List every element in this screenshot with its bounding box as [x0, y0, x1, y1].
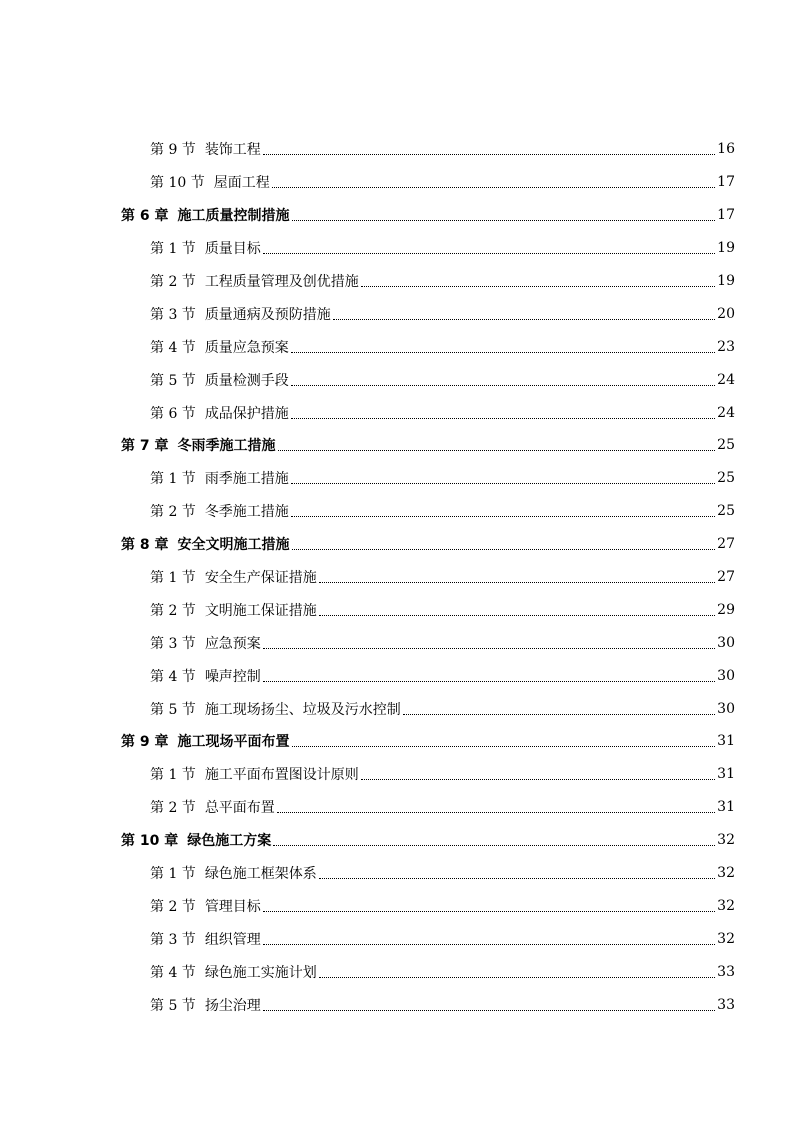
toc-entry-title: 文明施工保证措施 [204, 602, 317, 619]
toc-entry-number: 第 1 节 [150, 767, 196, 784]
toc-dot-leader [319, 614, 715, 616]
toc-entry-number: 第 2 节 [150, 504, 196, 521]
toc-entry-number: 第 2 节 [150, 800, 196, 817]
toc-entry-title: 冬雨季施工措施 [177, 438, 276, 455]
toc-entry-number: 第 2 节 [150, 274, 196, 290]
toc-dot-leader [263, 910, 715, 912]
toc-dot-leader [263, 153, 715, 155]
toc-entry-number: 第 9 节 [150, 142, 196, 159]
toc-entry-number: 第 4 节 [150, 964, 196, 981]
toc-entry-title: 绿色施工实施计划 [204, 964, 317, 981]
toc-entry-title: 雨季施工措施 [204, 471, 289, 488]
toc-dot-leader [403, 713, 715, 715]
toc-dot-leader [333, 318, 715, 320]
toc-entry-title: 组织管理 [204, 931, 261, 948]
table-of-contents [0, 133, 793, 1021]
toc-entry-title: 绿色施工框架体系 [204, 866, 317, 883]
toc-entry-title: 安全文明施工措施 [177, 537, 290, 554]
toc-entry-title: 安全生产保证措施 [204, 570, 317, 587]
toc-dot-leader [361, 285, 715, 287]
toc-entry-number: 第 4 节 [150, 668, 196, 685]
toc-section-entry[interactable] [0, 593, 793, 626]
toc-dot-leader [291, 417, 715, 419]
toc-page-number: 32 [717, 832, 735, 849]
toc-page-number: 24 [717, 371, 735, 388]
toc-entry-number: 第 10 章 [121, 833, 179, 850]
toc-section-entry[interactable] [0, 988, 793, 1021]
toc-entry-title: 冬季施工措施 [204, 504, 289, 521]
toc-entry-number: 第 1 节 [150, 471, 196, 488]
toc-section-entry[interactable] [0, 758, 793, 791]
toc-dot-leader [361, 778, 715, 780]
toc-dot-leader [292, 219, 716, 221]
toc-section-entry[interactable] [0, 265, 793, 298]
toc-page-number: 33 [717, 963, 735, 980]
toc-dot-leader [263, 680, 715, 682]
toc-dot-leader [263, 943, 715, 945]
toc-entry-title: 绿色施工方案 [187, 833, 272, 850]
toc-section-entry[interactable] [0, 857, 793, 890]
toc-dot-leader [319, 976, 715, 978]
toc-page-number: 30 [717, 634, 735, 651]
toc-entry-number: 第 1 节 [150, 570, 196, 587]
toc-entry-number: 第 3 节 [150, 635, 196, 652]
toc-section-entry[interactable] [0, 462, 793, 495]
toc-dot-leader [291, 482, 715, 484]
toc-page-number: 30 [717, 667, 735, 684]
toc-entry-title: 施工现场平面布置 [177, 734, 290, 751]
toc-chapter-entry[interactable] [0, 199, 793, 232]
toc-section-entry[interactable] [0, 791, 793, 824]
toc-dot-leader [292, 548, 716, 550]
toc-entry-number: 第 6 章 [121, 208, 169, 225]
toc-entry-number: 第 5 节 [150, 372, 196, 389]
toc-page-number: 30 [717, 700, 735, 717]
toc-section-entry[interactable] [0, 955, 793, 988]
toc-entry-title: 工程质量管理及创优措施 [204, 274, 359, 290]
toc-dot-leader [273, 844, 715, 846]
toc-entry-number: 第 3 节 [150, 306, 196, 323]
toc-entry-title: 成品保护措施 [204, 405, 289, 422]
toc-section-entry[interactable] [0, 166, 793, 199]
toc-page-number: 31 [717, 733, 735, 750]
toc-dot-leader [277, 811, 715, 813]
toc-page-number: 32 [717, 897, 735, 914]
toc-entry-number: 第 8 章 [121, 537, 169, 554]
toc-page-number: 32 [717, 930, 735, 947]
toc-entry-number: 第 3 节 [150, 931, 196, 948]
toc-entry-title: 质量通病及预防措施 [204, 306, 331, 323]
toc-section-entry[interactable] [0, 232, 793, 265]
toc-page-number: 17 [717, 207, 735, 224]
toc-entry-title: 施工平面布置图设计原则 [204, 767, 359, 784]
toc-entry-number: 第 9 章 [121, 734, 169, 751]
toc-section-entry[interactable] [0, 692, 793, 725]
toc-section-entry[interactable] [0, 495, 793, 528]
toc-section-entry[interactable] [0, 133, 793, 166]
toc-section-entry[interactable] [0, 561, 793, 594]
toc-page-number: 29 [717, 601, 735, 618]
toc-entry-title: 噪声控制 [204, 668, 261, 685]
toc-entry-number: 第 10 节 [150, 175, 205, 192]
toc-chapter-entry[interactable] [0, 429, 793, 462]
toc-page-number: 27 [717, 569, 735, 586]
toc-entry-title: 质量检测手段 [204, 372, 289, 389]
toc-dot-leader [272, 186, 715, 188]
toc-section-entry[interactable] [0, 297, 793, 330]
toc-page-number: 31 [717, 799, 735, 816]
toc-section-entry[interactable] [0, 363, 793, 396]
toc-section-entry[interactable] [0, 626, 793, 659]
toc-entry-title: 质量应急预案 [204, 339, 289, 356]
toc-section-entry[interactable] [0, 889, 793, 922]
toc-entry-number: 第 6 节 [150, 405, 196, 422]
toc-page-number: 33 [717, 996, 735, 1013]
toc-dot-leader [278, 449, 716, 451]
toc-entry-title: 扬尘治理 [204, 997, 261, 1014]
toc-entry-number: 第 2 节 [150, 602, 196, 619]
toc-page-number: 24 [717, 404, 735, 421]
toc-page-number: 20 [717, 305, 735, 322]
toc-page-number: 17 [717, 174, 735, 191]
toc-page-number: 25 [717, 503, 735, 520]
toc-entry-title: 屋面工程 [213, 175, 270, 192]
toc-entry-title: 施工现场扬尘、垃圾及污水控制 [204, 701, 401, 718]
toc-section-entry[interactable] [0, 922, 793, 955]
toc-page-number: 16 [717, 141, 735, 158]
toc-chapter-entry[interactable] [0, 528, 793, 561]
toc-dot-leader [291, 515, 715, 517]
toc-page-number: 25 [717, 437, 735, 454]
toc-dot-leader [319, 877, 715, 879]
toc-dot-leader [263, 1009, 715, 1011]
toc-entry-number: 第 7 章 [121, 438, 169, 455]
toc-section-entry[interactable] [0, 330, 793, 363]
toc-entry-number: 第 2 节 [150, 898, 196, 915]
toc-entry-number: 第 1 节 [150, 866, 196, 883]
toc-entry-title: 施工质量控制措施 [177, 208, 290, 225]
toc-dot-leader [263, 647, 715, 649]
toc-page-number: 23 [717, 338, 735, 355]
toc-page-number: 31 [717, 766, 735, 783]
toc-dot-leader [291, 351, 715, 353]
toc-dot-leader [291, 384, 715, 386]
toc-chapter-entry[interactable] [0, 824, 793, 857]
toc-page-number: 19 [717, 273, 735, 289]
toc-entry-title: 管理目标 [204, 898, 261, 915]
toc-entry-title: 应急预案 [204, 635, 261, 652]
toc-chapter-entry[interactable] [0, 725, 793, 758]
toc-entry-number: 第 1 节 [150, 241, 196, 258]
toc-entry-title: 质量目标 [204, 241, 261, 258]
toc-page-number: 27 [717, 536, 735, 553]
toc-entry-number: 第 5 节 [150, 701, 196, 718]
toc-section-entry[interactable] [0, 659, 793, 692]
toc-entry-title: 装饰工程 [204, 142, 261, 159]
toc-entry-number: 第 4 节 [150, 339, 196, 356]
toc-page-number: 32 [717, 865, 735, 882]
toc-dot-leader [263, 252, 715, 254]
toc-entry-title: 总平面布置 [204, 800, 275, 817]
toc-entry-number: 第 5 节 [150, 997, 196, 1014]
toc-dot-leader [319, 581, 715, 583]
toc-dot-leader [292, 745, 716, 747]
toc-page-number: 25 [717, 470, 735, 487]
toc-section-entry[interactable] [0, 396, 793, 429]
toc-page-number: 19 [717, 240, 735, 257]
